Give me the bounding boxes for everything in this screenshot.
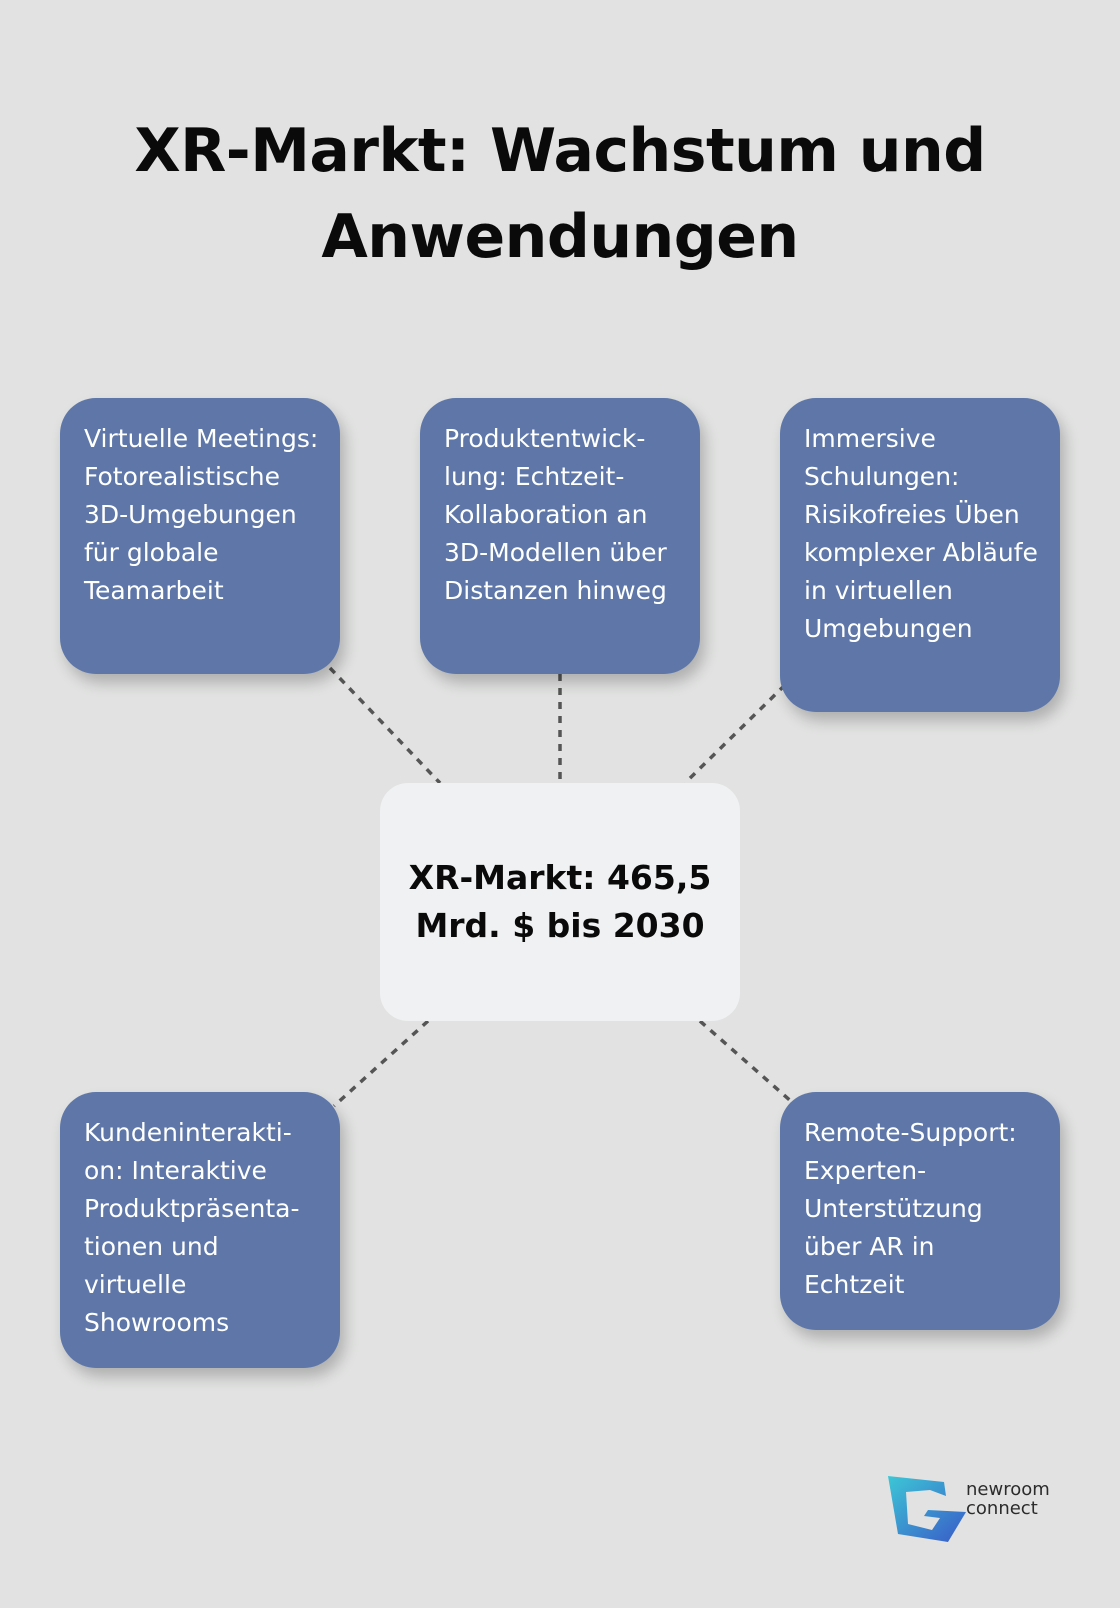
connector-remote-support bbox=[700, 1021, 793, 1103]
node-remote-support bbox=[780, 1092, 1060, 1330]
center-hub-label: XR-Markt: 465,5 Mrd. $ bis 2030 bbox=[408, 858, 712, 945]
node-immersive-training bbox=[780, 398, 1060, 712]
node-product-development bbox=[420, 398, 700, 674]
logo-line-1: newroom bbox=[966, 1479, 1050, 1500]
logo-line-2: connect bbox=[966, 1498, 1038, 1519]
node-remote-support-text: Remote-Support: Experten-Unterstützung über AR in Echtzeit bbox=[804, 1118, 1017, 1299]
node-virtual-meetings-text: Virtuelle Meetings: Fotorealistische 3D-Umgebungen für globale Teamarbeit bbox=[84, 424, 319, 605]
node-product-development-text: Produktentwicklung: Echtzeit-Kollaboration an 3D-Modellen über Distanzen hinweg bbox=[444, 424, 667, 605]
logo-mark-icon bbox=[888, 1472, 970, 1544]
logo-wordmark bbox=[966, 1480, 1050, 1518]
connector-immersive-training bbox=[685, 685, 785, 783]
connector-virtual-meetings bbox=[330, 668, 440, 783]
connector-customer-interaction bbox=[334, 1021, 428, 1106]
page-title: XR-Markt: Wachstum und Anwendungen bbox=[134, 116, 986, 272]
node-virtual-meetings bbox=[60, 398, 340, 674]
brand-logo bbox=[888, 1472, 1068, 1544]
node-customer-interaction bbox=[60, 1092, 340, 1368]
center-hub bbox=[380, 783, 740, 1021]
node-customer-interaction-text: Kundeninteraktion: Interaktive Produktpräsentationen und virtuelle Showrooms bbox=[84, 1118, 300, 1337]
node-immersive-training-text: Immersive Schulungen: Risikofreies Üben komplexer Abläufe in virtuellen Umgebungen bbox=[804, 424, 1038, 643]
